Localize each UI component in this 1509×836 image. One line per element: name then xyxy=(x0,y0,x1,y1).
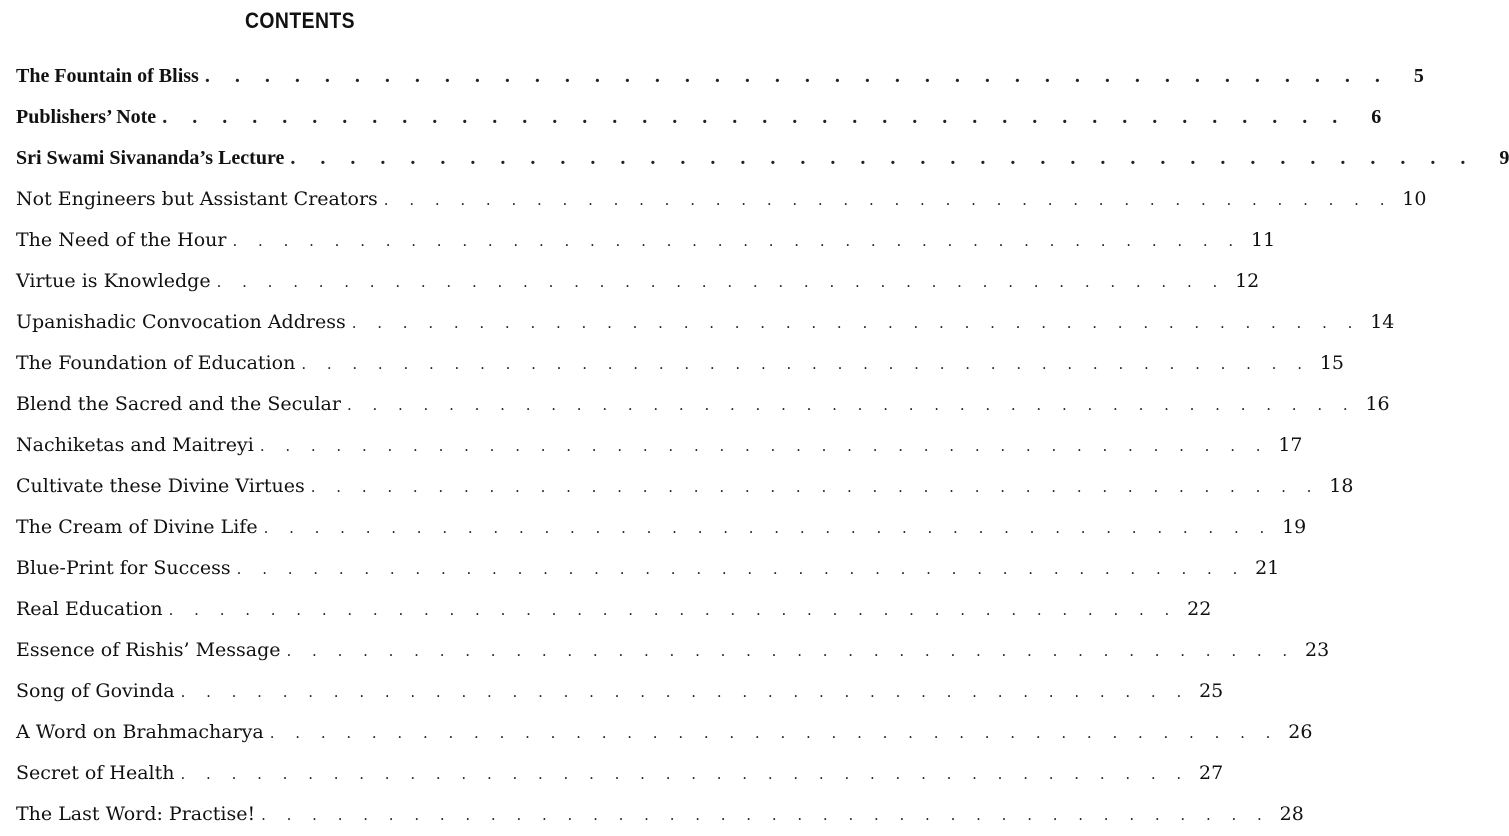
toc-entry-page-number: 15 xyxy=(1319,352,1344,374)
toc-entry-page-number: 22 xyxy=(1187,598,1212,620)
dot-leader: . . . . . . . . . . . . . . . . . . . . . . . . . . . . . . . . . . . . . . . . xyxy=(180,683,1190,701)
toc-entry-title: Publishers’ Note xyxy=(16,106,157,128)
dot-leader: . . . . . . . . . . . . . . . . . . . . . . . . . . . . . . . . . . . . . . . . xyxy=(290,147,1476,169)
dot-leader: . . . . . . . . . . . . . . . . . . . . . . . . . . . . . . . . . . . . . . . . xyxy=(310,478,1320,496)
dot-leader: . . . . . . . . . . . . . . . . . . . . . . . . . . . . . . . . . . . . . . . . xyxy=(346,396,1356,414)
toc-entry-title: Not Engineers but Assistant Creators xyxy=(16,188,378,210)
dot-leader: . . . . . . . . . . . . . . . . . . . . . . . . . . . . . . . . . . . . . . . . xyxy=(261,806,1270,824)
dot-leader: . . . . . . . . . . . . . . . . . . . . . . . . . . . . . . . . . . . . . . . . xyxy=(204,65,1390,87)
toc-entry[interactable] xyxy=(16,179,1427,220)
toc-entry-page-number: 26 xyxy=(1288,721,1313,743)
toc-entry-title: Essence of Rishis’ Message xyxy=(16,639,281,661)
dot-leader: . . . . . . . . . . . . . . . . . . . . . . . . . . . . . . . . . . . . . . . . xyxy=(168,601,1178,619)
toc-entry[interactable] xyxy=(16,712,1313,753)
dot-leader: . . . . . . . . . . . . . . . . . . . . . . . . . . . . . . . . . . . . . . . . xyxy=(351,314,1361,332)
toc-entry-title: The Fountain of Bliss xyxy=(16,65,199,87)
toc-entry-page-number: 27 xyxy=(1199,762,1224,784)
toc-entry-title: Song of Govinda xyxy=(16,680,175,702)
toc-entry-page-number: 9 xyxy=(1499,147,1509,169)
toc-entry-page-number: 16 xyxy=(1365,393,1390,415)
toc-entry-page-number: 23 xyxy=(1305,639,1330,661)
toc-entry[interactable] xyxy=(16,466,1354,507)
dot-leader: . . . . . . . . . . . . . . . . . . . . . . . . . . . . . . . . . . . . . . . . xyxy=(286,642,1296,660)
toc-entry[interactable] xyxy=(16,630,1330,671)
toc-entry-page-number: 21 xyxy=(1255,557,1280,579)
toc-entry-title: Upanishadic Convocation Address xyxy=(16,311,346,333)
toc-entry[interactable] xyxy=(16,425,1303,466)
toc-entry-title: The Foundation of Education xyxy=(16,352,296,374)
toc-entry[interactable] xyxy=(16,753,1224,794)
dot-leader: . . . . . . . . . . . . . . . . . . . . . . . . . . . . . . . . . . . . . . . . xyxy=(162,106,1348,128)
toc-entry[interactable] xyxy=(16,794,1304,835)
toc-entry-page-number: 19 xyxy=(1282,516,1307,538)
toc-entry-title: Sri Swami Sivananda’s Lecture xyxy=(16,147,285,169)
toc-entry-page-number: 12 xyxy=(1235,270,1260,292)
dot-leader: . . . . . . . . . . . . . . . . . . . . . . . . . . . . . . . . . . . . . . . . xyxy=(232,232,1242,250)
table-of-contents xyxy=(16,56,1509,835)
toc-entry-title: Secret of Health xyxy=(16,762,175,784)
toc-entry[interactable] xyxy=(16,138,1509,179)
toc-entry-title: The Need of the Hour xyxy=(16,229,227,251)
toc-entry[interactable] xyxy=(16,671,1224,712)
toc-entry[interactable] xyxy=(16,548,1280,589)
toc-entry-title: Blend the Sacred and the Secular xyxy=(16,393,341,415)
toc-entry-title: The Cream of Divine Life xyxy=(16,516,258,538)
toc-entry-title: Blue-Print for Success xyxy=(16,557,231,579)
toc-entry[interactable] xyxy=(16,261,1260,302)
toc-entry[interactable] xyxy=(16,507,1307,548)
toc-entry-page-number: 10 xyxy=(1402,188,1427,210)
toc-entry-page-number: 6 xyxy=(1371,106,1382,128)
toc-entry-title: Cultivate these Divine Virtues xyxy=(16,475,305,497)
toc-entry[interactable] xyxy=(16,343,1344,384)
toc-entry-title: Virtue is Knowledge xyxy=(16,270,211,292)
toc-entry-page-number: 25 xyxy=(1199,680,1224,702)
toc-entry-page-number: 18 xyxy=(1329,475,1354,497)
toc-entry[interactable] xyxy=(16,302,1395,343)
toc-entry[interactable] xyxy=(16,384,1390,425)
dot-leader: . . . . . . . . . . . . . . . . . . . . . . . . . . . . . . . . . . . . . . . . xyxy=(259,437,1269,455)
toc-entry-title: Nachiketas and Maitreyi xyxy=(16,434,254,456)
dot-leader: . . . . . . . . . . . . . . . . . . . . . . . . . . . . . . . . . . . . . . . . xyxy=(383,191,1393,209)
dot-leader: . . . . . . . . . . . . . . . . . . . . . . . . . . . . . . . . . . . . . . . . xyxy=(263,519,1273,537)
toc-entry-title: Real Education xyxy=(16,598,163,620)
toc-entry-page-number: 11 xyxy=(1251,229,1276,251)
dot-leader: . . . . . . . . . . . . . . . . . . . . . . . . . . . . . . . . . . . . . . . . xyxy=(269,724,1279,742)
toc-entry[interactable] xyxy=(16,589,1212,630)
toc-entry[interactable] xyxy=(16,97,1382,138)
dot-leader: . . . . . . . . . . . . . . . . . . . . . . . . . . . . . . . . . . . . . . . . xyxy=(216,273,1226,291)
toc-entry[interactable] xyxy=(16,220,1276,261)
toc-entry-page-number: 5 xyxy=(1413,65,1424,87)
toc-entry-page-number: 28 xyxy=(1279,803,1304,825)
dot-leader: . . . . . . . . . . . . . . . . . . . . . . . . . . . . . . . . . . . . . . . . xyxy=(301,355,1310,373)
toc-entry-page-number: 17 xyxy=(1278,434,1303,456)
toc-entry-title: The Last Word: Practise! xyxy=(16,803,256,825)
dot-leader: . . . . . . . . . . . . . . . . . . . . . . . . . . . . . . . . . . . . . . . . xyxy=(180,765,1190,783)
page-title: CONTENTS xyxy=(245,8,355,33)
dot-leader: . . . . . . . . . . . . . . . . . . . . . . . . . . . . . . . . . . . . . . . . xyxy=(236,560,1246,578)
toc-entry-page-number: 14 xyxy=(1370,311,1395,333)
toc-entry-title: A Word on Brahmacharya xyxy=(16,721,264,743)
toc-entry[interactable] xyxy=(16,56,1424,97)
